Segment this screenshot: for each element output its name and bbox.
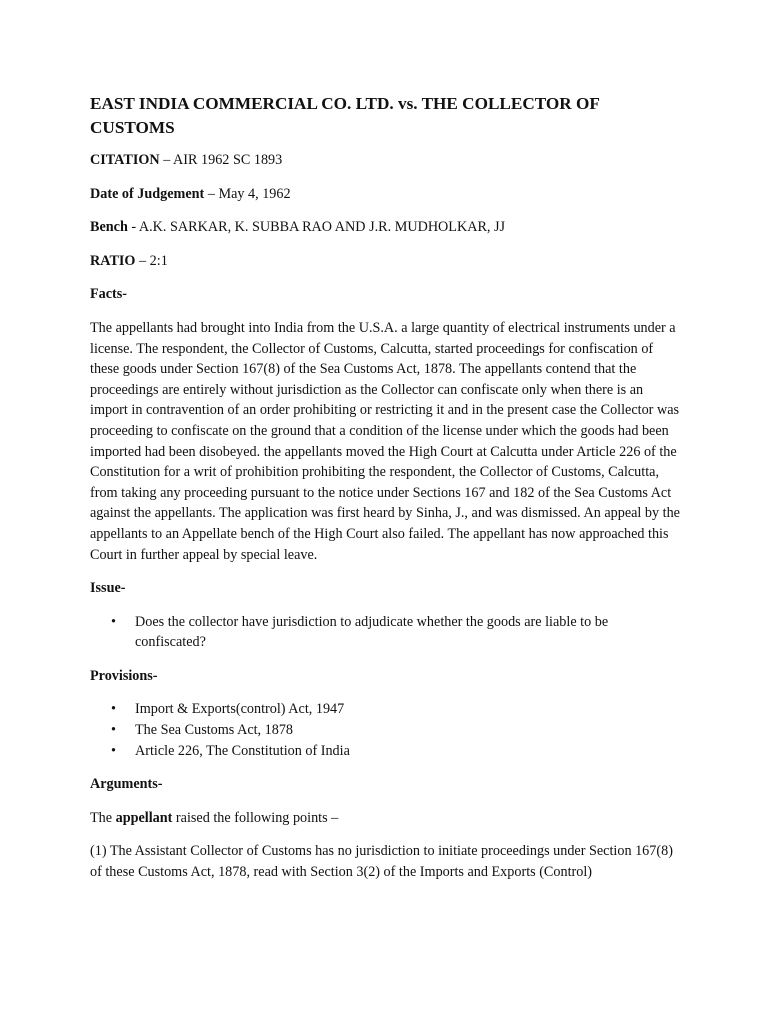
ratio-label: RATIO [90, 252, 136, 269]
bench-label: Bench [90, 219, 128, 236]
case-title: EAST INDIA COMMERCIAL CO. LTD. vs. THE COLLECTOR OF CUSTOMS [90, 94, 600, 137]
ratio-line [90, 251, 682, 272]
issue-item: • Does the collector have jurisdiction to adjudicate whether the goods are liable to be confiscated? [135, 612, 682, 653]
arguments-intro-party: appellant [115, 809, 173, 826]
document-body [90, 92, 682, 896]
arguments-intro-prefix: The [90, 809, 116, 826]
citation-separator: – [159, 152, 174, 168]
provisions-list [90, 699, 682, 761]
judgement-date-value: May 4, 1962 [218, 185, 291, 202]
issue-list [90, 612, 682, 653]
arguments-intro-suffix: raised the following points – [172, 809, 339, 826]
citation-label: CITATION [90, 152, 160, 168]
bench-value: A.K. SARKAR, K. SUBBA RAO AND J.R. MUDHOLKAR, JJ [138, 219, 506, 236]
facts-heading: Facts- [90, 286, 128, 303]
issue-heading: Issue- [90, 580, 126, 597]
argument-point-1: (1) The Assistant Collector of Customs has no jurisdiction to initiate proceedings under Section 167(8) of these Customs Act, 1878, read with Section 3(2) of the Imports and Exports (Control) [90, 843, 673, 881]
bench-separator: - [127, 219, 139, 236]
ratio-value: 2:1 [149, 252, 168, 269]
facts-paragraph: The appellants had brought into India from the U.S.A. a large quantity of electrical instruments under a license. The respondent, the Collector of Customs, Calcutta, started proceedings for confiscation of these goods under Section 167(8) of the Sea Customs Act, 1878. The appellants contend that the proceedings are entirely without jurisdiction as the Collector can confiscate only when there is an import in contravention of an order prohibiting or restricting it and in the present case the Collector was proceeding to confiscate on the ground that a condition of the license under which the goods had been imported had been disobeyed. the appellants moved the High Court at Calcutta under Article 226 of the Constitution for a writ of prohibition prohibiting the respondent, the Collector of Customs, Calcutta, from taking any proceeding pursuant to the notice under Sections 167 and 182 of the Sea Customs Act against the appellants. The application was first heard by Sinha, J., and was dismissed. An appeal by the appellants to an Appellate bench of the High Court also failed. The appellant has now approached this Court in further appeal by special leave. [90, 319, 680, 563]
provisions-heading: Provisions- [90, 667, 158, 684]
citation-value: AIR 1962 SC 1893 [173, 152, 283, 168]
provision-item: • Article 226, The Constitution of India [135, 741, 682, 762]
provision-item: • Import & Exports(control) Act, 1947 [135, 699, 682, 720]
arguments-intro [90, 808, 682, 829]
ratio-separator: – [135, 252, 150, 269]
provision-item: • The Sea Customs Act, 1878 [135, 720, 682, 741]
judgement-date-line [90, 184, 682, 205]
citation-line [90, 150, 682, 171]
bench-line [90, 217, 682, 238]
arguments-heading: Arguments- [90, 776, 163, 793]
judgement-date-label: Date of Judgement [90, 185, 205, 202]
judgement-date-separator: – [204, 185, 219, 202]
